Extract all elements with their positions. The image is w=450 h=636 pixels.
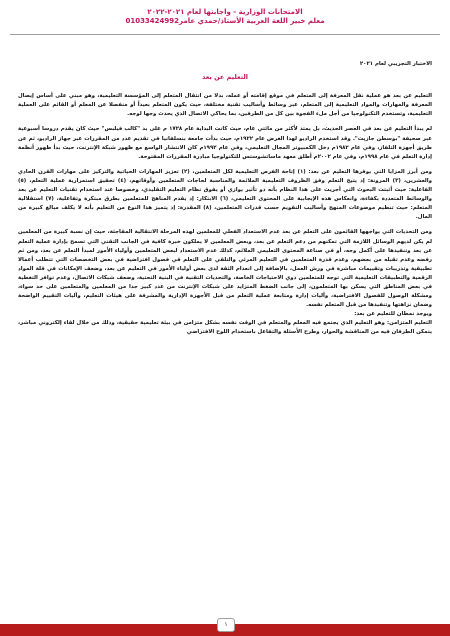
paragraph-advantages: ومن أبرز المزايا التي يوفرها التعليم عن بعد: (١) إتاحة الفرص التعليمية لكل المتعلمين، (٢) تعزيز المهارات الحياتية والتركيز على مهارات القرن الحادي والعشرين، (٣) المرونة: إذ يتيح التعلم وفق الظروف التعليمية الملائمة والمناسبة لحاجات المتعلمين وأوقاتهم، (٤) تحقيق استمرارية عملية التعلم، (٥) الفاعلية: حيث أثبتت البحوث التي أجريت على هذا النظام بأنه ذو تأثير يوازي أو يفوق نظام التعليم التقليدي، وخصوصا عند استخدام تقنيات التعليم عن بعد والوسائط المتعددة بكفاءة، وانعكاس هذه الإيجابية على المحتوى التعليمي، (٦) الابتكار: إذ يقدم المناهج للمتعلمين بطرق مبتكرة وتفاعلية، (٧) استقلالية المتعلم: حيث تنظيم موضوعات المنهج وأساليب التقويم حسب قدرات المتعلمين، (٨) المقدرة: إذ يتميز هذا النوع من التعليم بأنه لا يكلف مبالغ كبيرة من المال. bbox=[18, 168, 433, 221]
page-number: ١ bbox=[217, 618, 235, 632]
passage-title: التعليم عن بعد bbox=[201, 73, 249, 82]
header-author: معلم خبير اللغة العربية الأستاذ/حمدي عامر01033424992 bbox=[125, 17, 325, 25]
exam-label: الاختبار التجريبي لعام ٢٠٢١ bbox=[359, 61, 432, 67]
paragraph-challenges: ومن التحديات التي يواجهها القائمون على التعلم عن بعد عدم الاستعداد الفعلي للمعلمين لهذه المرحلة الانتقالية المفاجئة، حيث إن نسبة كبيرة من المعلمين لم يكن لديهم الوسائل اللازمة التي تمكنهم من دعم التعلم عن بعد، وبعض المعلمين لا يملكون خبرة كافية في الجانب التقني التي تسمح بإدارة عملية التعلم عن بعد وتنفيذها على أكمل وجه، أو في صناعة المحتوى التعليمي الملائم، كذلك عدم الاستعداد لبعض المتعلمين وأولياء الأمور لمبدأ التعلم عن بعد، ومن ثم رفضه وعدم تقبله من بعضهم، وعدم قدرة المتعلمين في التعليم المرئي والتلقي على التعلم في فصول افتراضية في بعض التخصصات التي تتطلب أعمالا تطبيقية وتدريبات وتقييمات مباشرة في ورش العمل، بالإضافة إلى انعدام الثقة لدى بعض أولياء الأمور في التعليم عن بعد، وضعف الإمكانات في قلة المواد الرقمية والتطبيقات التعليمية التي توجه للمتعلمين ذوي الاحتياجات الخاصة، والتحديات التقنية في البنية التحتية، وضعف شبكات الاتصال، وعدم توافر التغطية في بعض المناطق التي يسكن بها المتعلمون، إلى جانب الضغط المتزايد على شبكات الإنترنت من عدد كبير جدا من المعلمين والمتعلمين على حد سواء، ومشكلة الوصول للفصول الافتراضية، وآليات إدارة ومتابعة عملية التعلم من قبل الأجهزة الإدارية والمشرفة على هيئات التعليم، وآليات التقييم الواضحة وضمان نزاهتها وتنفيذها من قبل المتعلم نفسه. bbox=[18, 229, 432, 309]
header-title: الامتحانات الوزارية - واجابتها لعام ٢٠٢١-٢٠٢٢ bbox=[147, 8, 303, 16]
paragraph-synchronous: التعليم المتزامن: وهو التعليم الذي يجتمع فيه المعلم والمتعلم في الوقت نفسه بشكل متزامن في بيئة تعليمية حقيقية، وذلك من خلال لقاء إلكتروني مباشر، يتمكن الطرفان فيه من المناقشة والحوار، وطرح الأسئلة والتفاعل باستخدام اللوح الافتراضي bbox=[18, 320, 432, 336]
header-divider bbox=[10, 34, 440, 35]
document-body bbox=[18, 60, 432, 344]
paragraph-history: لم يبدأ التعليم عن بعد في العصر الحديث، بل يمتد لأكثر من مائتي عام، حيث كانت البداية عام ١٧٢٨ م على يد "كالب فيلبس" حيث كان يقدم دروسا أسبوعية عبر صحيفة "بوسطن جازيت". وقد استخدم الراديو لهذا الغرض عام ١٩٢٢م، حيث بدأت جامعة بنسلفانيا في تقديم عدد من المقررات عبر جهاز الراديو، ثم عن طريق أجهزة التلفاز، وفي عام ١٩٨٢م دخل الكمبيوتر المجال التعليمي، وفي عام ١٩٩٢م كان الانتشار الواسع مع ظهور شبكة الإنترنت، حيث بدأ ظهور أنظمة إدارة التعلم في عام ١٩٩٨م، وفي عام ٢٠٠٢م أطلق معهد ماساتشوستس للتكنولوجيا مبادرة المقررات المفتوحة. bbox=[18, 126, 432, 160]
page-header bbox=[0, 8, 450, 26]
paragraph-definition: التعليم عن بعد هو عملية نقل المعرفة إلى المتعلم في موقع إقامته أو عمله، بدلا من انتقال المتعلم إلى المؤسسة التعليمية، وهو مبني على أساس إيصال المعرفة والمهارات والمواد التعليمية إلى المتعلم، عبر وسائط وأساليب تقنية مختلفة، حيث يكون المتعلم بعيداً أو منفصلا عن المعلم أو القائم على العملية التعليمية، وتستخدم التكنولوجيا من أجل ملء الفجوة بين كل من الطرفين، بما يحاكي الاتصال الذي يحدث وجها لوجه. bbox=[18, 93, 432, 118]
paragraph-types-intro: ويوجد نمطان للتعليم عن بعد: bbox=[354, 311, 432, 318]
